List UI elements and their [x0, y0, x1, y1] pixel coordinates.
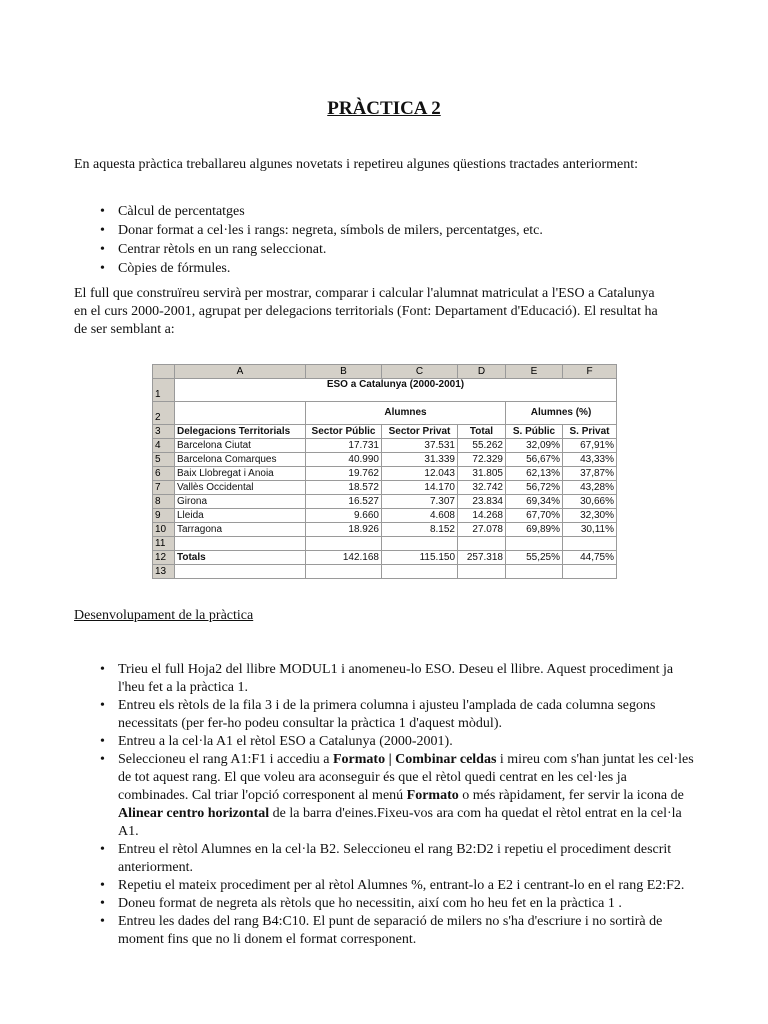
table-cell: 32,30%: [563, 509, 617, 523]
table-cell: 30,11%: [563, 523, 617, 537]
table-cell: [506, 565, 563, 579]
table-cell: 43,33%: [563, 453, 617, 467]
corner-cell: [153, 365, 175, 379]
row-number: 6: [153, 467, 175, 481]
table-cell: 257.318: [458, 551, 506, 565]
table-cell: [382, 537, 458, 551]
row-number: 11: [153, 537, 175, 551]
column-header-row: [153, 365, 617, 379]
table-cell: 16.527: [306, 495, 382, 509]
table-cell: 55.262: [458, 439, 506, 453]
column-header: E: [506, 365, 563, 379]
group-header-pct: Alumnes (%): [506, 402, 617, 425]
table-cell: 27.078: [458, 523, 506, 537]
bold-text: Formato: [406, 788, 459, 803]
bold-text: Formato | Combinar celdas: [332, 752, 497, 767]
text-run: i mireu com s'han juntat les cel·les de tot aquest rang. El que voleu ara aconseguir és que el rètol quedi centrat en les cel·les ja combinades. Cal triar l'opció corresponent al menú: [118, 752, 694, 803]
spreadsheet-table: [152, 364, 617, 579]
table-cell: 31.805: [458, 467, 506, 481]
table-cell: 32.742: [458, 481, 506, 495]
column-header: B: [306, 365, 382, 379]
table-cell: [175, 537, 306, 551]
column-header: A: [175, 365, 306, 379]
list-item: • Centrar rètols en un rang seleccionat.: [74, 241, 694, 260]
table-cell: 37.531: [382, 439, 458, 453]
table-cell: Barcelona Comarques: [175, 453, 306, 467]
row-number: 12: [153, 551, 175, 565]
text-run: Repetiu el mateix procediment per al rètol Alumnes %, entrant-lo a E2 i centrant-lo en el rang E2:F2.: [118, 878, 685, 893]
bold-text: Alinear centro horizontal: [118, 806, 270, 821]
table-row: [153, 379, 617, 402]
table-row: [153, 453, 617, 467]
table-header-cell: S. Públic: [506, 425, 563, 439]
table-row: [153, 537, 617, 551]
table-row: [153, 565, 617, 579]
column-header: F: [563, 365, 617, 379]
table-cell: Totals: [175, 551, 306, 565]
intro-paragraph: En aquesta pràctica treballareu algunes novetats i repetireu algunes qüestions tractades anteriorment:: [74, 157, 639, 172]
table-cell: 30,66%: [563, 495, 617, 509]
table-row: [153, 509, 617, 523]
table-header-cell: Sector Privat: [382, 425, 458, 439]
table-cell: [306, 565, 382, 579]
list-item: [74, 733, 694, 751]
table-cell: [506, 537, 563, 551]
table-cell: 18.926: [306, 523, 382, 537]
table-cell: 40.990: [306, 453, 382, 467]
text-run: Trieu el full Hoja2 del llibre MODUL1 i anomeneu-lo ESO. Deseu el llibre. Aquest procediment ja l'heu fet a la pràctica 1.: [118, 662, 674, 695]
table-cell: 43,28%: [563, 481, 617, 495]
row-number: 1: [153, 379, 175, 402]
table-cell: 72.329: [458, 453, 506, 467]
table-row: [153, 467, 617, 481]
list-item: [74, 895, 694, 913]
table-cell: 4.608: [382, 509, 458, 523]
text-run: de la barra d'eines.Fixeu-vos ara com ha quedat el rètol entrat en la cel·la A1.: [118, 806, 682, 839]
table-cell: [458, 565, 506, 579]
row-number: 10: [153, 523, 175, 537]
text-run: o més ràpidament, fer servir la icona de: [458, 788, 684, 803]
totals-row: [153, 551, 617, 565]
table-row: [153, 402, 617, 425]
table-row: [153, 481, 617, 495]
table-cell: 62,13%: [506, 467, 563, 481]
table-cell: 69,34%: [506, 495, 563, 509]
column-header: D: [458, 365, 506, 379]
row-number: 9: [153, 509, 175, 523]
page-title: PRÀCTICA 2: [327, 98, 441, 119]
table-cell: [382, 565, 458, 579]
list-item: [74, 661, 694, 697]
list-item: [74, 751, 694, 841]
column-header: C: [382, 365, 458, 379]
table-cell: Lleida: [175, 509, 306, 523]
table-cell: 18.572: [306, 481, 382, 495]
table-cell: [563, 537, 617, 551]
table-cell: 37,87%: [563, 467, 617, 481]
text-run: Seleccioneu el rang A1:F1 i accediu a: [118, 752, 333, 767]
list-item: [74, 697, 694, 733]
row-number: 2: [153, 402, 175, 425]
table-cell: [458, 537, 506, 551]
table-cell: 12.043: [382, 467, 458, 481]
table-header-row: [153, 425, 617, 439]
text-run: Entreu els rètols de la fila 3 i de la primera columna i ajusteu l'amplada de cada columna segons necessitats (per fer-ho podeu consultar la pràctica 1 d'aquest mòdul).: [118, 698, 656, 731]
table-cell: 8.152: [382, 523, 458, 537]
table-row: [153, 523, 617, 537]
table-cell: Girona: [175, 495, 306, 509]
table-cell: 55,25%: [506, 551, 563, 565]
table-cell: 67,91%: [563, 439, 617, 453]
text-run: Entreu les dades del rang B4:C10. El punt de separació de milers no s'ha d'escriure i no sortirà de moment fins que no li donem el format corresponent.: [118, 914, 663, 947]
table-cell: 32,09%: [506, 439, 563, 453]
section-title: Desenvolupament de la pràctica: [74, 608, 254, 623]
row-number: 4: [153, 439, 175, 453]
table-cell: 67,70%: [506, 509, 563, 523]
table-cell: [306, 537, 382, 551]
table-cell: 9.660: [306, 509, 382, 523]
table-header-cell: S. Privat: [563, 425, 617, 439]
table-cell: 7.307: [382, 495, 458, 509]
row-number: 7: [153, 481, 175, 495]
table-cell: Tarragona: [175, 523, 306, 537]
table-cell: 23.834: [458, 495, 506, 509]
table-cell: [563, 565, 617, 579]
list-item: [74, 877, 694, 895]
text-run: Entreu el rètol Alumnes en la cel·la B2. Seleccioneu el rang B2:D2 i repetiu el procediment descrit anteriorment.: [118, 842, 672, 875]
row-number: 3: [153, 425, 175, 439]
table-row: [153, 439, 617, 453]
table-row: [153, 495, 617, 509]
table-cell: 19.762: [306, 467, 382, 481]
list-item: [74, 841, 694, 877]
table-cell: Barcelona Ciutat: [175, 439, 306, 453]
table-cell: Baix Llobregat i Anoia: [175, 467, 306, 481]
table-cell: 142.168: [306, 551, 382, 565]
list-item: • Còpies de fórmules.: [74, 260, 694, 279]
table-cell: [175, 402, 306, 425]
row-number: 5: [153, 453, 175, 467]
row-number: 13: [153, 565, 175, 579]
table-header-cell: Total: [458, 425, 506, 439]
row-number: 8: [153, 495, 175, 509]
sheet-title-cell: ESO a Catalunya (2000-2001): [175, 379, 617, 402]
table-header-cell: Delegacions Territorials: [175, 425, 306, 439]
steps-list: [74, 661, 694, 949]
description-paragraph: El full que construïreu servirà per mostrar, comparar i calcular l'alumnat matriculat a l'ESO a Catalunya en el curs 2000-2001, agrupat per delegacions territorials (Font: Departament d'Educació). El resultat ha de ser semblant a:: [74, 286, 658, 337]
table-cell: 17.731: [306, 439, 382, 453]
list-item: • Donar format a cel·les i rangs: negreta, símbols de milers, percentatges, etc.: [74, 222, 694, 241]
list-item: [74, 913, 694, 949]
table-cell: 56,72%: [506, 481, 563, 495]
table-cell: Vallès Occidental: [175, 481, 306, 495]
table-cell: [175, 565, 306, 579]
table-cell: 56,67%: [506, 453, 563, 467]
table-cell: 14.268: [458, 509, 506, 523]
table-header-cell: Sector Públic: [306, 425, 382, 439]
table-cell: 31.339: [382, 453, 458, 467]
table-cell: 69,89%: [506, 523, 563, 537]
table-cell: 14.170: [382, 481, 458, 495]
table-cell: 115.150: [382, 551, 458, 565]
list-item: • Càlcul de percentatges: [74, 203, 694, 222]
text-run: Entreu a la cel·la A1 el rètol ESO a Catalunya (2000-2001).: [118, 734, 453, 749]
topics-list: [74, 203, 694, 279]
table-cell: 44,75%: [563, 551, 617, 565]
text-run: Doneu format de negreta als rètols que ho necessitin, així com ho heu fet en la pràctica 1 .: [118, 896, 622, 911]
group-header-alumnes: Alumnes: [306, 402, 506, 425]
